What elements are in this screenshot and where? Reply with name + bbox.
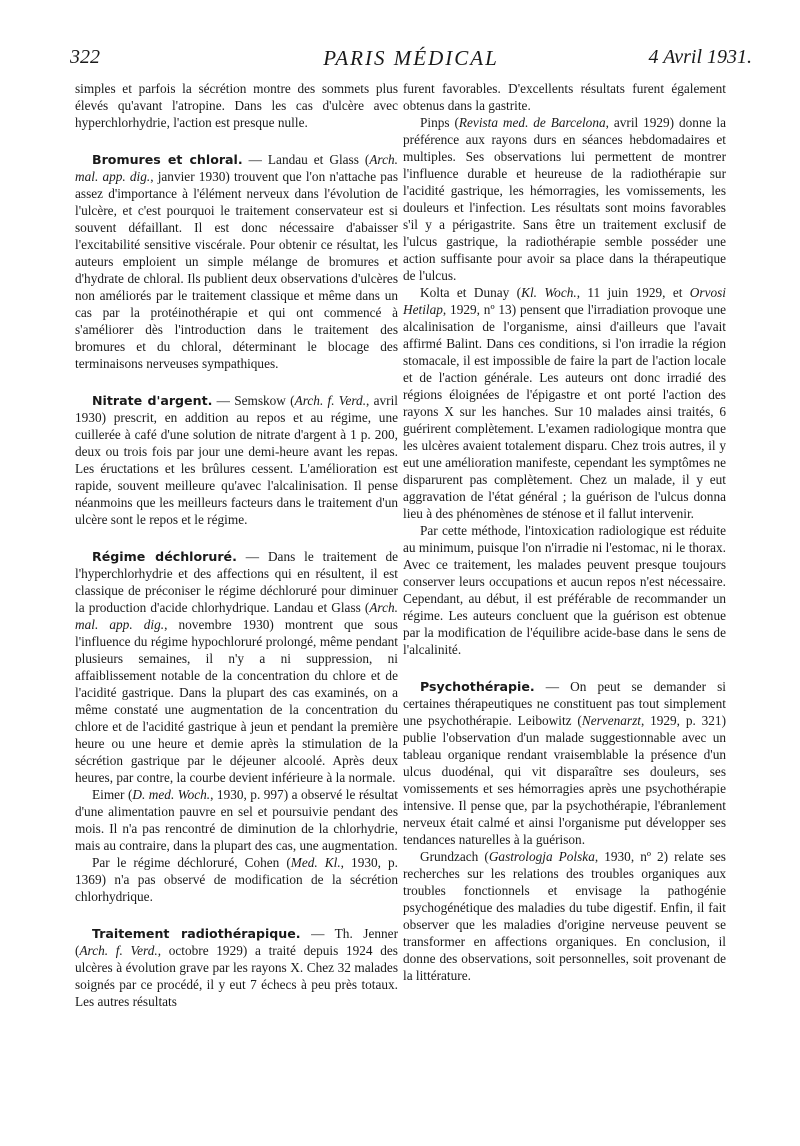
section-heading: Bromures et chloral.	[92, 152, 243, 167]
citation: Arch. f. Verd.	[294, 393, 367, 408]
paragraph-pinps: Pinps (Revista med. de Barcelona, avril 1929) donne la préférence aux rayons durs en séances hebdomadaires et multiples. Ses observations lui permettent de montrer l'influence durable et heureuse de la radiothérapie sur l'acidité gastrique, les hémorragies, les vomissements, les douleurs et l'infection. Les résultats sont moins favorables s'il y a périgastrite. Sans être un traitement exclusif de l'ulcus gastrique, la radiothérapie semble posséder une action suffisante pour avoir sa place dans la thérapeutique de l'ulcus.	[403, 115, 726, 283]
citation: D. med. Woch.	[132, 787, 211, 802]
paragraph-continuation: furent favorables. D'excellents résultats furent également obtenus dans la gastrite.	[403, 81, 726, 113]
citation: Orvosi Hetilap	[403, 285, 726, 317]
paragraph-eimer: Eimer (D. med. Woch., 1930, p. 997) a observé le résultat d'une alimentation pauvre en sel et poursuivie pendant des mois. Il n'a pas rencontré de diminution de la chlorhydrie, mais au contraire, dans la plupart des cas, une augmentation.	[75, 787, 398, 853]
citation: Arch. mal. app. dig.	[75, 600, 398, 632]
section-heading: Régime déchloruré.	[92, 549, 237, 564]
paragraph-continuation: simples et parfois la sécrétion montre des sommets plus élevés qu'avant l'atropine. Dans les cas d'ulcère avec hyperchlorhydrie, l'action est presque nulle.	[75, 81, 398, 130]
section-radiotherapie: Traitement radiothérapique. — Th. Jenner (Arch. f. Verd., octobre 1929) a traité depuis 1924 des ulcères à évolution grave par les rayons X. Chez 32 malades soignés par ce procédé, il y eut 7 échecs à peu près totaux. Les autres résultats	[75, 926, 398, 1009]
section-psychotherapie: Psychothérapie. — On peut se demander si certaines thérapeutiques ne constituent pas tout simplement une psychothérapie. Leibowitz (Nervenarzt, 1929, p. 321) publie l'observation d'un malade suggestionnable avec un tableau organique rendant vraisemblable la présence d'un ulcus duodénal, qui vit disparaître ses douleurs, ses vomissements et ses hémorragies après une psychothérapie intensive. Il pense que, par la psychothérapie, l'ébranlement nerveux était calmé et ainsi l'organisme put développer ses tendances naturelles à la guérison.	[403, 679, 727, 847]
citation: Revista med. de Barcelona	[458, 115, 606, 130]
section-heading: Psychothérapie.	[420, 679, 535, 694]
citation: Arch. mal. app. dig.	[75, 152, 398, 184]
section-bromures: Bromures et chloral. — Landau et Glass (Arch. mal. app. dig., janvier 1930) trouvent que l'on n'attache pas assez d'importance à l'élément nerveux dans l'évolution de l'ulcère, et c'est pourquoi le traitement conservateur est si souvent défaillant. Il est donc nécessaire d'abaisser l'excitabilité sensitive viscérale. Pour obtenir ce résultat, les auteurs emploient un simple mélange de bromures et d'hydrate de chloral. Ils publient deux observations d'ulcères non améliorés par le traitement classique et même dans un cas par la protéinothérapie et qui ont commencé à s'améliorer dès l'introduction dans le traitement des bromures et du chloral, déterminant le blocage des terminaisons nerveuses sympathiques.	[75, 152, 398, 371]
section-regime: Régime déchloruré. — Dans le traitement de l'hyperchlorhydrie et des affections qui en résultent, il est classique de préconiser le régime déchloruré pour diminuer la production d'acide chlorhydrique. Landau et Glass (Arch. mal. app. dig., novembre 1930) montrent que sous l'influence du régime hypochloruré prolongé, même pendant plusieurs semaines, il n'y a ni suppression, ni affaiblissement notable de la concentration du chlore et de l'acidité gastrique. Dans la plupart des cas examinés, on a même constaté une augmentation de la concentration du chlore et de l'acidité gastrique à jeun et pendant la première heure ou une heure et demie après la stimulation de la sécrétion gastrique par le déjeuner alcoolé. Après deux heures, par contre, la courbe devient inférieure à la normale.	[75, 549, 398, 785]
citation: Nervenarzt	[581, 713, 641, 728]
page-number: 322	[70, 46, 100, 68]
citation: Arch. f. Verd.	[79, 943, 158, 958]
journal-title: PARIS MÉDICAL	[323, 46, 499, 70]
citation: Kl. Woch.	[521, 285, 577, 300]
paragraph-grundzach: Grundzach (Gastrologja Polska, 1930, nº 2) relate ses recherches sur les relations des troubles organiques aux troubles fonctionnels et envisage la pathogénie psychogénétique des maladies du tube digestif. Enfin, il fait observer que les maladies d'origine nerveuse peuvent se transformer en affections organiques. En conclusion, il donne des observations, soit personnelles, soit provenant de la littérature.	[403, 849, 726, 983]
citation: Gastrologja Polska	[488, 849, 595, 864]
issue-date: 4 Avril 1931.	[648, 46, 752, 68]
section-nitrate: Nitrate d'argent. — Semskow (Arch. f. Verd., avril 1930) prescrit, en addition au repos et au régime, une cuillerée à café d'une solution de nitrate d'argent à 1 p. 200, deux ou trois fois par jour une demi-heure avant les repas. Les éructations et les brûlures cessent. L'amélioration est rapide, souvent meilleure qu'avec l'alcalinisation. Il pense néanmoins que les meilleurs facteurs dans le traitement d'un ulcère sont le repos et le régime.	[75, 393, 398, 527]
paragraph-methode: Par cette méthode, l'intoxication radiologique est réduite au minimum, puisque l'on n'irradie ni l'estomac, ni le thorax. Avec ce traitement, les malades peuvent presque toujours conserver leurs occupations et aucun repos n'est nécessaire. Cependant, au début, il est préférable de recommander un régime. Les auteurs concluent que la guérison est obtenue par la modification de l'équilibre acide-base dans le sens de l'alcalinité.	[403, 523, 726, 657]
section-heading: Traitement radiothérapique.	[92, 926, 301, 941]
left-column	[75, 80, 398, 1010]
paragraph-kolta: Kolta et Dunay (Kl. Woch., 11 juin 1929, et Orvosi Hetilap, 1929, nº 13) pensent que l'irradiation provoque une alcalinisation de l'organisme, ainsi d'ailleurs que l'avait affirmé Balint. Dans ces conditions, si l'on irradie la région stomacale, il est impossible de faire la part de l'action locale et de l'action générale. Les auteurs ont donc irradié des régions éloignées de l'épigastre et ont porté l'action des rayons X sur les hanches. Sur 10 malades ainsi traités, 6 guérirent complètement. L'examen radiologique montra que les ulcères avaient totalement disparu. Chez trois autres, il y eut une amélioration manifeste, cependant les symptômes ne disparurent pas complètement. Chez un malade, il y eut aggravation de l'état général ; la guérison de l'ulcus donna lieu à des phénomènes de sténose et il fallut intervenir.	[403, 285, 726, 521]
running-header	[70, 46, 752, 76]
section-heading: Nitrate d'argent.	[92, 393, 213, 408]
right-column	[403, 80, 726, 984]
citation: Med. Kl.	[290, 855, 341, 870]
paragraph-cohen: Par le régime déchloruré, Cohen (Med. Kl., 1930, p. 1369) n'a pas observé de modification de la sécrétion chlorhydrique.	[75, 855, 398, 904]
